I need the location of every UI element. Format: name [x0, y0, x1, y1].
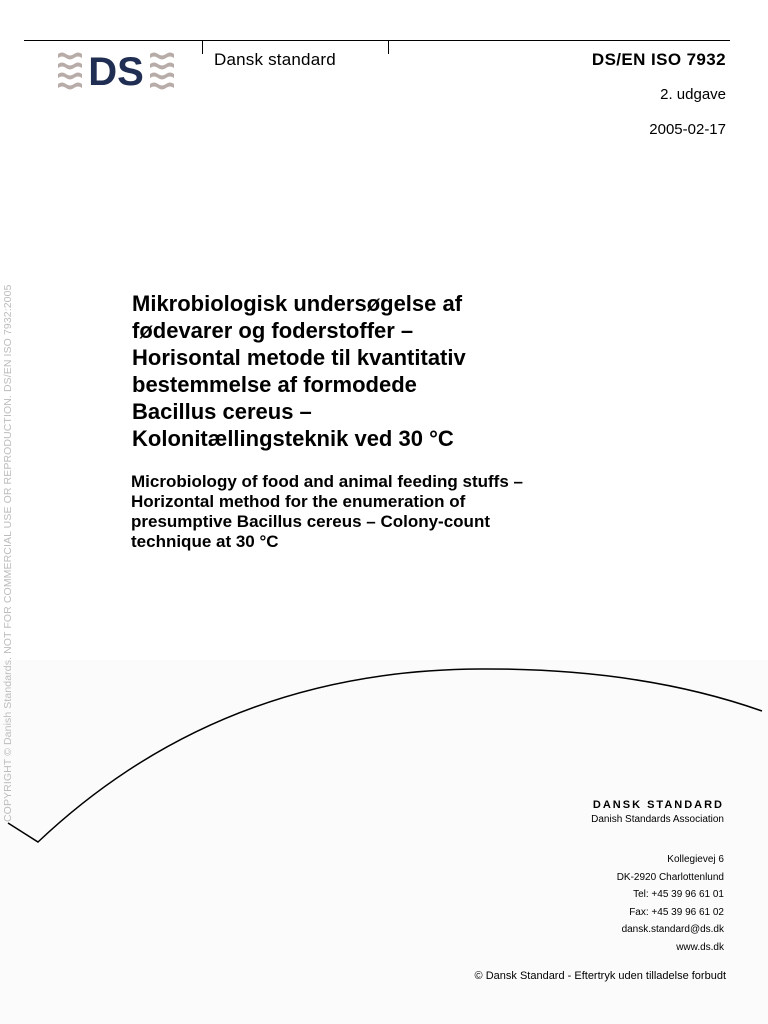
publication-date: 2005-02-17: [649, 121, 726, 138]
address-email: dansk.standard@ds.dk: [621, 924, 724, 935]
address-website: www.ds.dk: [676, 941, 724, 953]
title-english-line: Microbiology of food and animal feeding stuffs –: [131, 472, 523, 491]
title-danish: [132, 290, 602, 452]
organization-subtitle: Danish Standards Association: [591, 814, 724, 825]
ds-logo: [56, 50, 176, 90]
decorative-arc: [0, 640, 768, 860]
title-english: [131, 472, 611, 552]
logo-text: DS: [88, 50, 144, 90]
address-fax: Fax: +45 39 96 61 02: [629, 906, 724, 918]
address-block: [617, 851, 724, 956]
title-danish-line: Kolonitællingsteknik ved 30 °C: [132, 426, 454, 451]
title-english-line: Horizontal method for the enumeration of: [131, 492, 466, 511]
title-english-line: technique at 30 °C: [131, 532, 279, 551]
title-danish-line: Horisontal metode til kvantitativ: [132, 345, 466, 370]
title-danish-line: Mikrobiologisk undersøgelse af: [132, 291, 463, 316]
side-copyright-watermark: COPYRIGHT © Danish Standards. NOT FOR COMMERCIAL USE OR REPRODUCTION. DS/EN ISO 7932:2005: [2, 284, 14, 822]
logo-waves-right: [150, 53, 174, 90]
title-danish-line: bestemmelse af formodede: [132, 372, 417, 397]
rule-tick: [388, 40, 389, 54]
organization-name: DANSK STANDARD: [592, 799, 724, 811]
address-street: Kollegievej 6: [667, 854, 724, 865]
standard-label: Dansk standard: [214, 50, 336, 69]
edition: 2. udgave: [660, 86, 726, 103]
address-city: DK-2920 Charlottenlund: [616, 871, 724, 883]
rule-tick: [202, 40, 203, 54]
title-danish-line: fødevarer og foderstoffer –: [132, 318, 414, 343]
logo-waves-left: [58, 53, 82, 90]
title-english-line: presumptive Bacillus cereus – Colony-count: [131, 512, 490, 531]
standard-number: DS/EN ISO 7932: [591, 50, 726, 69]
address-phone: Tel: +45 39 96 61 01: [633, 889, 724, 900]
title-danish-line: Bacillus cereus –: [132, 399, 312, 424]
top-rule: [24, 40, 730, 41]
footer-copyright: © Dansk Standard - Eftertryk uden tilladelse forbudt: [474, 970, 726, 982]
